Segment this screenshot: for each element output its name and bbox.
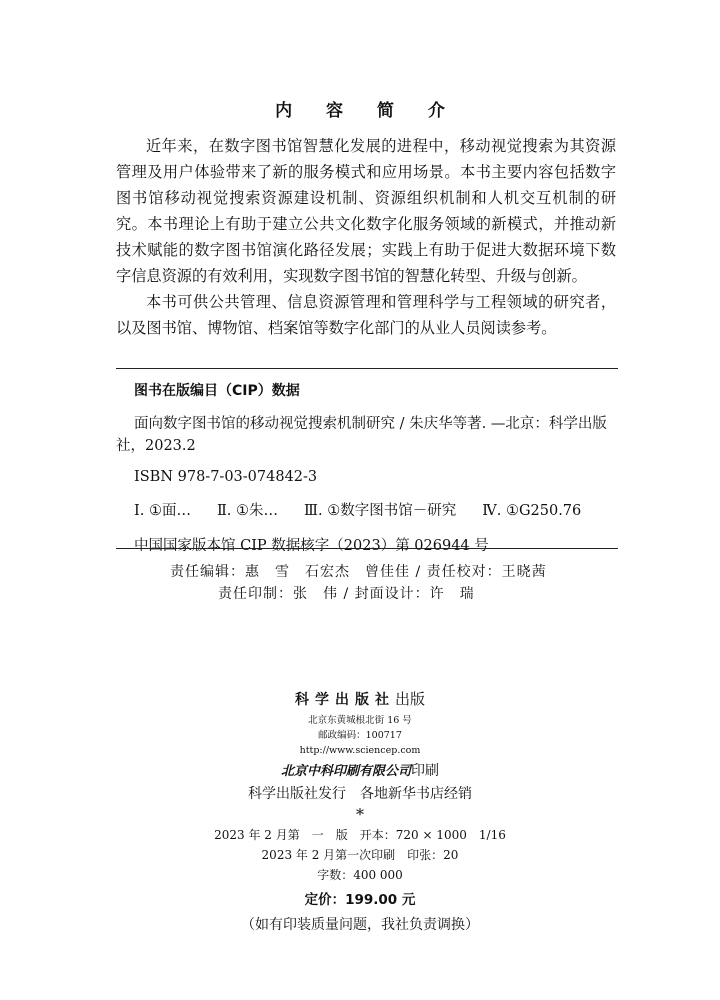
intro-paragraph-1: 近年来，在数字图书馆智慧化发展的进程中，移动视觉搜索为其资源管理及用户体验带来了新的服务模式和应用场景。本书主要内容包括数字图书馆移动视觉搜索资源建设机制、资源组织机制和人机交互机制的研究。本书理论上有助于建立公共文化数字化服务领域的新模式，并推动新技术赋能的数字图书馆演化路径发展；实践上有助于促进大数据环境下数字信息资源的有效利用，实现数字图书馆的智慧化转型、升级与创新。 [116, 137, 616, 285]
cip-class-2: Ⅱ. ①朱… [216, 503, 279, 519]
word-count: 字数：400 000 [317, 868, 403, 882]
cip-classification [134, 499, 616, 520]
cip-isbn: ISBN 978-7-03-074842-3 [134, 469, 318, 485]
edition-line: 2023 年 2 月第 一 版 开本：720 × 1000 1/16 [214, 828, 506, 842]
editors-line-2: 责任印制：张 伟 / 封面设计：许 瑞 [218, 586, 475, 602]
publisher-suffix: 出版 [394, 690, 425, 708]
intro-title: 内 容 简 介 [275, 101, 459, 121]
cip-record-number: 中国国家版本馆 CIP 数据核字（2023）第 026944 号 [134, 538, 489, 554]
printer-name: 北京中科印刷有限公司 [280, 764, 411, 779]
publisher-address: 北京东黄城根北街 16 号 [308, 715, 412, 726]
publisher-postcode: 邮政编码：100717 [318, 730, 402, 741]
intro-text [116, 133, 616, 341]
cip-description: 面向数字图书馆的移动视觉搜索机制研究 / 朱庆华等著. —北京：科学出版社，2023.2 [116, 416, 607, 454]
imprint-block [0, 688, 720, 934]
cip-heading: 图书在版编目（CIP）数据 [134, 383, 300, 399]
publisher-website: http://www.sciencep.com [299, 745, 421, 756]
printing-line: 2023 年 2 月第一次印刷 印张：20 [261, 848, 459, 862]
publisher-name: 科学出版社 [294, 692, 395, 708]
printer-suffix: 印刷 [411, 763, 439, 779]
cip-class-1: Ⅰ. ①面… [134, 503, 191, 519]
cip-block [116, 380, 616, 555]
cip-bottom-rule [116, 548, 618, 549]
cip-class-4: Ⅳ. ①G250.76 [482, 503, 582, 519]
price: 定价：199.00 元 [304, 892, 416, 908]
printer-line [0, 760, 720, 780]
separator-star: * [356, 805, 364, 824]
cip-class-3: Ⅲ. ①数字图书馆－研究 [304, 503, 457, 519]
intro-paragraph-2: 本书可供公共管理、信息资源管理和管理科学与工程领域的研究者，以及图书馆、博物馆、档案馆等数字化部门的从业人员阅读参考。 [116, 293, 616, 337]
cip-top-rule [116, 368, 618, 369]
distribution-line: 科学出版社发行 各地新华书店经销 [248, 786, 472, 802]
publisher-line [0, 688, 720, 709]
quality-note: （如有印装质量问题，我社负责调换） [241, 917, 479, 933]
editors-line-1: 责任编辑：惠 雪 石宏杰 曾佳佳 / 责任校对：王晓茜 [170, 564, 547, 580]
